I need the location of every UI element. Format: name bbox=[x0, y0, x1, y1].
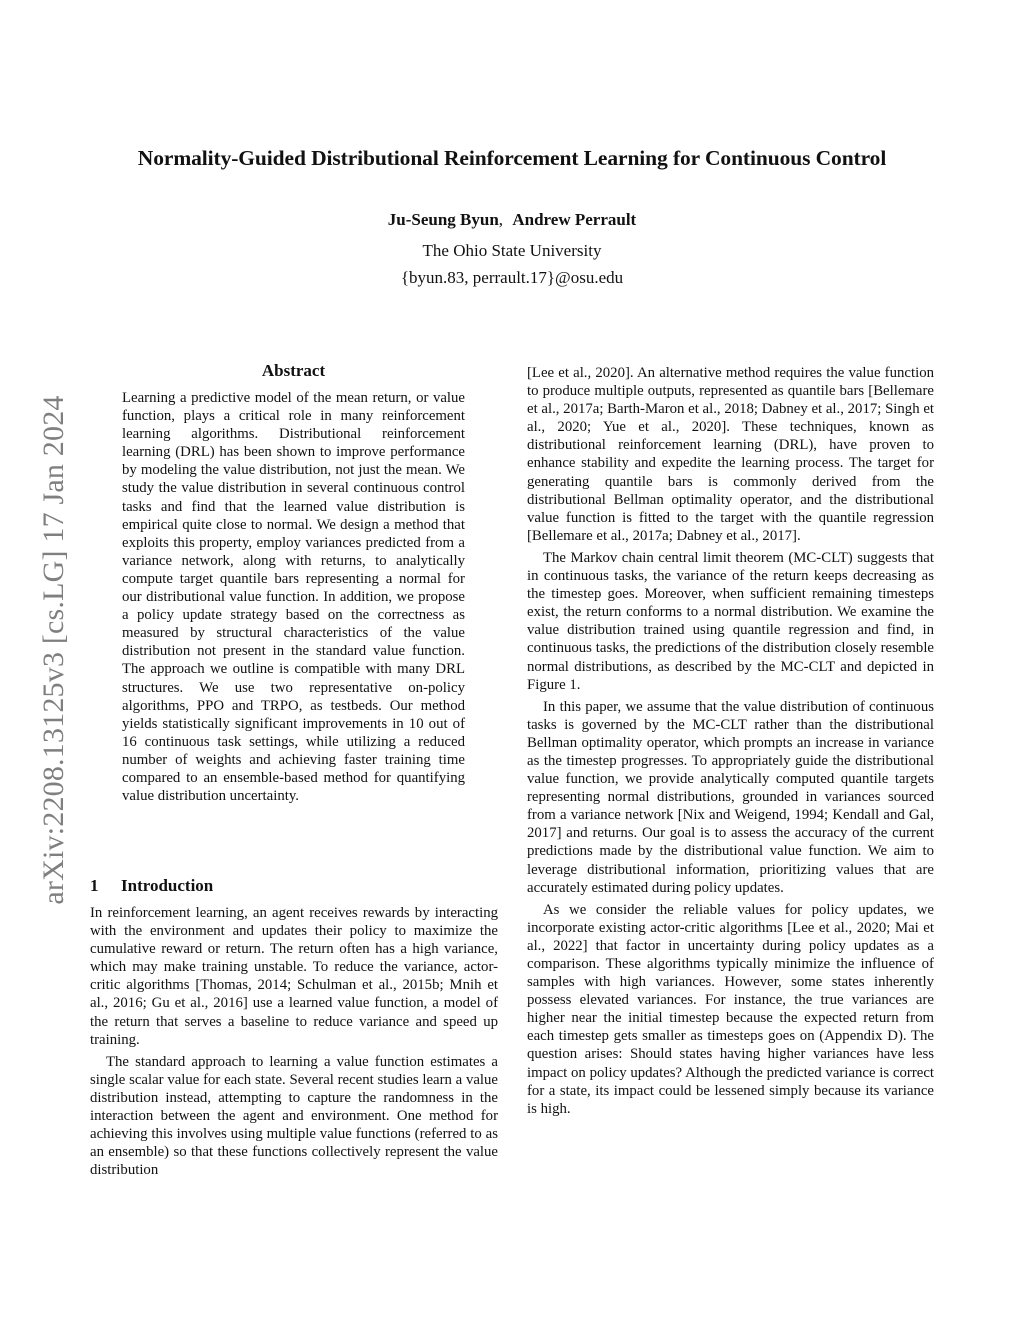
paragraph: The Markov chain central limit theorem (MC-CLT) suggests that in continuous tasks, the variance of the return keeps decreasing as the timestep goes. Moreover, when sufficient remaining timesteps exist, the return conforms to a normal distribution. We examine the value distribution trained using quantile regression and find, in continuous tasks, the predictions of the distribution closely resemble normal distributions, as described by the MC-CLT and depicted in Figure 1. bbox=[527, 549, 934, 693]
paragraph: [Lee et al., 2020]. An alternative method requires the value function to produce multiple outputs, represented as quantile bars [Bellemare et al., 2017a; Barth-Maron et al., 2018; Dabney et al., 2017; Singh et al., 2020; Yue et al., 2020]. These techniques, known as distributional reinforcement learning (DRL), have proven to enhance stability and expedite the learning process. The target for generating quantile bars is commonly derived from the distributional Bellman optimality operator, and the distributional value function is fitted to the target with the quantile regression [Bellemare et al., 2017a; Dabney et al., 2017]. bbox=[527, 365, 934, 544]
right-column-body bbox=[527, 364, 934, 1118]
paragraph: In this paper, we assume that the value distribution of continuous tasks is governed by the MC-CLT rather than the distributional Bellman optimality operator, which prompts an increase in variance as the timestep progresses. To appropriately guide the distributional value function, we provide analytically computed quantile targets representing normal distributions, grounded in variances sourced from a variance network [Nix and Weigend, 1994; Kendall and Gal, 2017] and returns. Our goal is to assess the accuracy of the current predictions made by the distributional value function. We aim to leverage distributional information, prioritizing values that are accurately estimated during policy updates. bbox=[527, 698, 934, 896]
author-separator: , bbox=[498, 210, 504, 229]
author-list bbox=[0, 210, 1024, 230]
arxiv-identifier: arXiv:2208.13125v3 [cs.LG] 17 Jan 2024 bbox=[37, 395, 70, 905]
paragraph: As we consider the reliable values for policy updates, we incorporate existing actor-critic algorithms [Lee et al., 2020; Mai et al., 2022] that factor in uncertainty during policy updates as a comparison. These algorithms typically minimize the influence of samples with high variances. However, some states inherently possess elevated variances. For instance, the true variances are higher near the initial timestep because the expected return from each timestep gets smaller as timesteps goes on (Appendix D). The question arises: Should states having higher variances have less impact on policy updates? Although the predicted variance is correct for a state, its impact could be lessened simply because its variance is high. bbox=[527, 901, 934, 1117]
section-title: Introduction bbox=[121, 876, 214, 895]
affiliation: The Ohio State University bbox=[422, 241, 602, 260]
abstract-heading: Abstract bbox=[261, 361, 326, 380]
paper-title: Normality-Guided Distributional Reinforcement Learning for Continuous Control bbox=[137, 146, 887, 170]
paragraph: The standard approach to learning a value function estimates a single scalar value for each state. Several recent studies learn a value distribution instead, attempting to capture the randomness in the interaction between the agent and environment. One method for achieving this involves using multiple value functions (referred to as an ensemble) so that these functions collectively represent the value distribution bbox=[90, 1053, 498, 1179]
abstract-body: Learning a predictive model of the mean return, or value function, plays a critical role in many reinforcement learning algorithms. Distributional reinforcement learning (DRL) has been shown to improve performance by modeling the value distribution, not just the mean. We study the value distribution in several continuous control tasks and find that the learned value distribution is empirical quite close to normal. We design a method that exploits this property, employ variances predicted from a variance network, along with returns, to analytically compute target quantile bars representing a normal for our distributional value function. In addition, we propose a policy update strategy based on the correctness as measured by structural characteristics of the value distribution not present in the standard value function. The approach we outline is compatible with many DRL structures. We use two representative on-policy algorithms, PPO and TRPO, as testbeds. Our method yields statistically significant improvements in 10 out of 16 continuous task settings, while utilizing a reduced number of weights and achieving faster training time compared to an ensemble-based method for quantifying value distribution uncertainty. bbox=[122, 390, 465, 805]
author-email: {byun.83, perrault.17}@osu.edu bbox=[400, 268, 624, 287]
author-name: Andrew Perrault bbox=[512, 210, 637, 229]
section-number: 1 bbox=[90, 876, 99, 895]
section-heading-introduction bbox=[90, 876, 213, 896]
left-column-body bbox=[90, 904, 498, 1179]
author-name: Ju-Seung Byun bbox=[387, 210, 499, 229]
paragraph: In reinforcement learning, an agent receives rewards by interacting with the environment and updates their policy to maximize the cumulative reward or return. The return often has a high variance, which may make training unstable. To reduce the variance, actor-critic algorithms [Thomas, 2014; Schulman et al., 2015b; Mnih et al., 2016; Gu et al., 2016] use a learned value function, a model of the return that serves a baseline to reduce variance and speed up training. bbox=[90, 905, 498, 1048]
